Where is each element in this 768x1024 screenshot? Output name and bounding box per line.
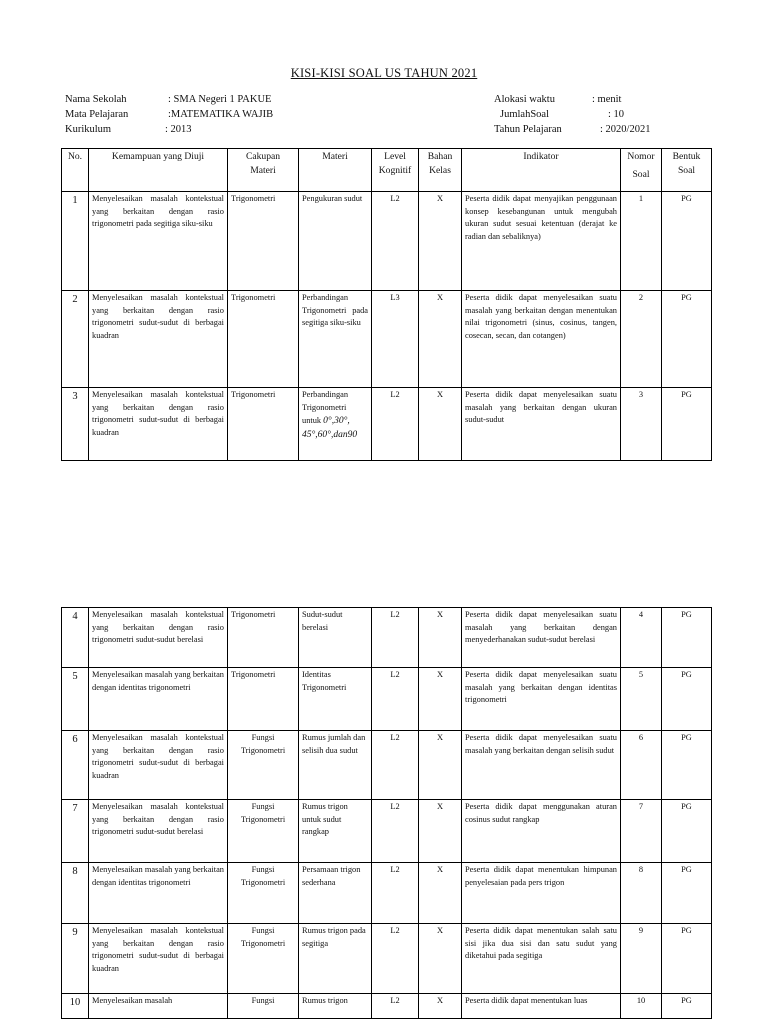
kisi-table-1	[61, 148, 712, 461]
row-indikator: Peserta didik dapat menentukan luas	[462, 994, 621, 1019]
row-no: 9	[62, 924, 89, 994]
table-row	[62, 192, 712, 291]
header-materi: Materi	[299, 149, 372, 192]
row-materi: Persamaan trigon sederhana	[299, 863, 372, 924]
meta-value-tahun: : 2020/2021	[600, 124, 651, 135]
row-bahan: X	[419, 731, 462, 800]
table-header-row	[62, 149, 712, 192]
row-nomor: 2	[621, 291, 662, 388]
meta-label-tahun: Tahun Pelajaran	[494, 124, 562, 135]
meta-value-alokasi: : menit	[592, 94, 622, 105]
row-no: 7	[62, 800, 89, 863]
header-no: No.	[62, 149, 89, 192]
row-bahan: X	[419, 800, 462, 863]
table-row	[62, 388, 712, 461]
row-level: L2	[372, 731, 419, 800]
meta-value-kurikulum: : 2013	[165, 124, 192, 135]
row-indikator: Peserta didik dapat menyelesaikan suatu masalah yang berkaitan dengan menyederhanakan sudut-sudut berelasi	[462, 608, 621, 668]
row-cakupan: Trigonometri	[228, 668, 299, 731]
row-cakupan: Trigonometri	[228, 608, 299, 668]
row-bentuk: PG	[662, 800, 712, 863]
row-materi-untuk: untuk	[302, 416, 322, 426]
row-nomor: 7	[621, 800, 662, 863]
meta-label-alokasi: Alokasi waktu	[494, 94, 555, 105]
row-materi: Rumus trigon untuk sudut rangkap	[299, 800, 372, 863]
row-nomor: 8	[621, 863, 662, 924]
row-indikator: Peserta didik dapat menentukan salah satu sisi jika dua sisi dan satu sudut yang diketahui pada segitiga	[462, 924, 621, 994]
row-level: L3	[372, 291, 419, 388]
row-bahan: X	[419, 994, 462, 1019]
row-bahan: X	[419, 388, 462, 461]
row-kemampuan: Menyelesaikan masalah yang berkaitan dengan identitas trigonometri	[89, 863, 228, 924]
row-level: L2	[372, 994, 419, 1019]
document-title: KISI-KISI SOAL US TAHUN 2021	[290, 66, 478, 80]
meta-value-pelajaran: :MATEMATIKA WAJIB	[168, 109, 274, 120]
row-level: L2	[372, 388, 419, 461]
row-no: 8	[62, 863, 89, 924]
row-cakupan: Fungsi	[228, 994, 299, 1019]
meta-label-sekolah: Nama Sekolah	[65, 94, 127, 105]
row-indikator: Peserta didik dapat menentukan himpunan penyelesaian pada pers trigon	[462, 863, 621, 924]
row-kemampuan: Menyelesaikan masalah kontekstual yang berkaitan dengan rasio trigonometri sudut-sudut berelasi	[89, 800, 228, 863]
row-level: L2	[372, 668, 419, 731]
row-nomor: 4	[621, 608, 662, 668]
row-nomor: 5	[621, 668, 662, 731]
row-kemampuan: Menyelesaikan masalah kontekstual yang berkaitan dengan rasio trigonometri pada segitiga siku-siku	[89, 192, 228, 291]
table-row	[62, 668, 712, 731]
meta-value-sekolah: : SMA Negeri 1 PAKUE	[168, 94, 272, 105]
header-bahan: Bahan Kelas	[419, 149, 462, 192]
table-row	[62, 863, 712, 924]
row-materi: Rumus trigon	[299, 994, 372, 1019]
row-materi: Pengukuran sudut	[299, 192, 372, 291]
row-level: L2	[372, 924, 419, 994]
row-bentuk: PG	[662, 994, 712, 1019]
row-bentuk: PG	[662, 192, 712, 291]
table-row	[62, 731, 712, 800]
row-materi: Identitas Trigonometri	[299, 668, 372, 731]
row-bahan: X	[419, 192, 462, 291]
row-cakupan: Trigonometri	[228, 192, 299, 291]
row-indikator: Peserta didik dapat menyelesaikan suatu masalah yang berkaitan dengan menentukan nilai trigonometri (sinus, cosinus, tangen, cosecan, secan, dan cotangen)	[462, 291, 621, 388]
row-indikator: Peserta didik dapat menyajikan penggunaan konsep kesebangunan untuk mengubah ukuran sudut sesuai ketentuan (derajat ke radian dan sebaliknya)	[462, 192, 621, 291]
row-indikator: Peserta didik dapat menyelesaikan suatu masalah yang berkaitan dengan selisih sudut	[462, 731, 621, 800]
meta-label-pelajaran: Mata Pelajaran	[65, 109, 129, 120]
row-bentuk: PG	[662, 924, 712, 994]
header-bentuk: Bentuk Soal	[662, 149, 712, 192]
row-bahan: X	[419, 291, 462, 388]
row-bentuk: PG	[662, 668, 712, 731]
row-materi: Rumus jumlah dan selisih dua sudut	[299, 731, 372, 800]
header-kemampuan: Kemampuan yang Diuji	[89, 149, 228, 192]
row-kemampuan: Menyelesaikan masalah yang berkaitan dengan identitas trigonometri	[89, 668, 228, 731]
row-materi: Sudut-sudut berelasi	[299, 608, 372, 668]
row-materi: Perbandingan Trigonometri pada segitiga siku-siku	[299, 291, 372, 388]
table-row	[62, 800, 712, 863]
row-kemampuan: Menyelesaikan masalah kontekstual yang berkaitan dengan rasio trigonometri sudut-sudut di berbagai kuadran	[89, 388, 228, 461]
row-kemampuan: Menyelesaikan masalah kontekstual yang berkaitan dengan rasio trigonometri sudut-sudut di berbagai kuadran	[89, 731, 228, 800]
table-row	[62, 924, 712, 994]
row-indikator: Peserta didik dapat menggunakan aturan cosinus sudut rangkap	[462, 800, 621, 863]
row-level: L2	[372, 863, 419, 924]
row-bahan: X	[419, 924, 462, 994]
row-kemampuan: Menyelesaikan masalah kontekstual yang berkaitan dengan rasio trigonometri sudut-sudut di berbagai kuadran	[89, 924, 228, 994]
row-nomor: 10	[621, 994, 662, 1019]
row-bentuk: PG	[662, 863, 712, 924]
row-bahan: X	[419, 863, 462, 924]
row-no: 4	[62, 608, 89, 668]
row-cakupan: Fungsi Trigonometri	[228, 863, 299, 924]
row-materi: Rumus trigon pada segitiga	[299, 924, 372, 994]
row-nomor: 6	[621, 731, 662, 800]
row-cakupan: Fungsi Trigonometri	[228, 800, 299, 863]
table-row	[62, 291, 712, 388]
row-bentuk: PG	[662, 608, 712, 668]
row-nomor: 3	[621, 388, 662, 461]
row-kemampuan: Menyelesaikan masalah kontekstual yang berkaitan dengan rasio trigonometri sudut-sudut berelasi	[89, 608, 228, 668]
header-indikator: Indikator	[462, 149, 621, 192]
row-no: 6	[62, 731, 89, 800]
row-nomor: 1	[621, 192, 662, 291]
row-cakupan: Fungsi Trigonometri	[228, 924, 299, 994]
row-no: 3	[62, 388, 89, 461]
row-cakupan: Trigonometri	[228, 388, 299, 461]
meta-value-jumlah: : 10	[608, 109, 625, 120]
row-kemampuan: Menyelesaikan masalah	[89, 994, 228, 1019]
row-cakupan: Trigonometri	[228, 291, 299, 388]
row-bentuk: PG	[662, 731, 712, 800]
row-bentuk: PG	[662, 291, 712, 388]
meta-label-jumlah: JumlahSoal	[500, 109, 549, 120]
row-cakupan: Fungsi Trigonometri	[228, 731, 299, 800]
row-no: 5	[62, 668, 89, 731]
row-materi	[299, 388, 372, 461]
row-bahan: X	[419, 608, 462, 668]
row-no: 1	[62, 192, 89, 291]
header-cakupan: Cakupan Materi	[228, 149, 299, 192]
row-indikator: Peserta didik dapat menyelesaikan suatu masalah yang berkaitan dengan identitas trigonometri	[462, 668, 621, 731]
header-level: Level Kognitif	[372, 149, 419, 192]
table-row	[62, 608, 712, 668]
kisi-table-2	[61, 607, 712, 1019]
row-materi-formula-2: 45°,60°,dan90	[302, 430, 358, 441]
row-nomor: 9	[621, 924, 662, 994]
table-row	[62, 994, 712, 1019]
row-bahan: X	[419, 668, 462, 731]
row-level: L2	[372, 192, 419, 291]
row-level: L2	[372, 608, 419, 668]
row-materi-formula-1: 0°,30°,	[323, 416, 350, 427]
header-nomor: Nomor Soal	[621, 149, 662, 192]
row-level: L2	[372, 800, 419, 863]
row-kemampuan: Menyelesaikan masalah kontekstual yang berkaitan dengan rasio trigonometri sudut-sudut di berbagai kuadran	[89, 291, 228, 388]
row-indikator: Peserta didik dapat menyelesaikan suatu masalah yang berkaitan dengan ukuran sudut-sudut	[462, 388, 621, 461]
row-materi-text: Perbandingan Trigonometri	[302, 390, 349, 412]
meta-label-kurikulum: Kurikulum	[65, 124, 112, 135]
row-no: 10	[62, 994, 89, 1019]
row-bentuk: PG	[662, 388, 712, 461]
row-no: 2	[62, 291, 89, 388]
